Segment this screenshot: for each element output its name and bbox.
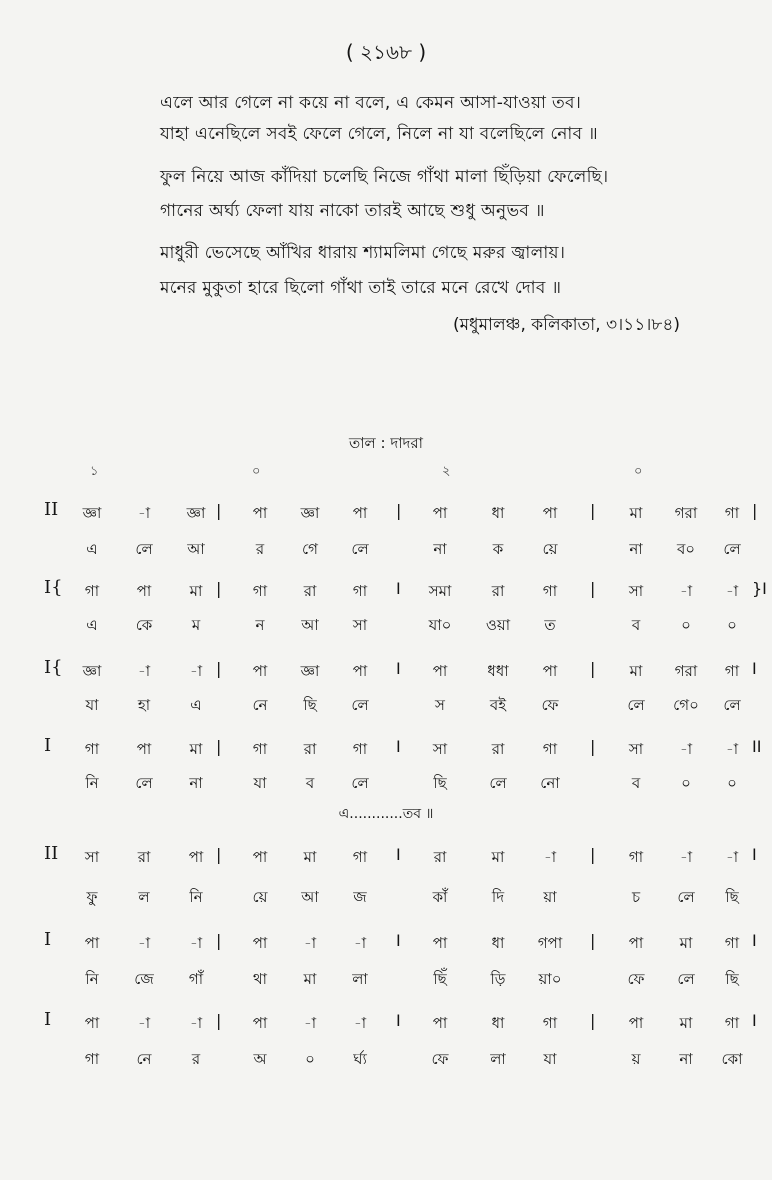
swara-note: গা [724, 1014, 740, 1032]
lyric-syllable: ০ [681, 616, 691, 634]
swara-note: -া [137, 1014, 151, 1032]
swara-note: রা [491, 582, 505, 600]
swara-note: গা [724, 504, 740, 522]
lyric-syllable: লে [135, 774, 153, 792]
line-start-mark: I [44, 1009, 52, 1030]
swara-note: গা [542, 740, 558, 758]
beat-marker: ০ [634, 464, 643, 479]
swara-note: মা [303, 848, 317, 866]
swara-note: গা [352, 848, 368, 866]
taal-title: তাল : দাদরা [348, 434, 424, 452]
swara-note: গা [84, 582, 100, 600]
swara-note: পা [432, 1014, 448, 1032]
lyric-line: ফুল নিয়ে আজ কাঁদিয়া চলেছি নিজে গাঁথা মালা ছিঁড়িয়া ফেলেছি। [160, 167, 609, 187]
swara-note: জ্ঞা [186, 504, 206, 522]
bar-divider: I [752, 1011, 757, 1030]
swara-note: গা [724, 934, 740, 952]
lyric-syllable: ব০ [676, 540, 696, 558]
lyric-syllable: আ [301, 888, 319, 906]
lyric-syllable: ছি [725, 970, 739, 988]
bar-divider: | [216, 1011, 222, 1030]
swara-note: গা [542, 1014, 558, 1032]
swara-note: -া [189, 934, 203, 952]
swara-note: জ্ঞা [300, 662, 320, 680]
lyric-syllable: ০ [681, 774, 691, 792]
lyric-syllable: কো [721, 1050, 743, 1068]
bar-divider: I [752, 659, 757, 678]
lyric-syllable: র [255, 540, 265, 558]
swara-note: পা [432, 934, 448, 952]
lyric-syllable: ০ [305, 1050, 315, 1068]
bar-divider: I [396, 659, 401, 678]
lyric-syllable: জে [134, 970, 154, 988]
swara-note: -া [353, 934, 367, 952]
swara-note: গা [628, 848, 644, 866]
bar-divider: | [216, 931, 222, 950]
swara-note: জ্ঞা [300, 504, 320, 522]
bar-divider: | [216, 579, 222, 598]
swara-note: গা [352, 740, 368, 758]
lyric-syllable: যা [253, 774, 267, 792]
lyric-syllable: ওয়া [485, 616, 511, 634]
swara-note: পা [252, 504, 268, 522]
lyric-syllable: ত [544, 616, 556, 634]
page-number: ( ২১৬৮ ) [345, 40, 427, 64]
lyric-syllable: এ [86, 616, 98, 634]
lyric-syllable: নে [136, 1050, 152, 1068]
lyric-syllable: হা [137, 696, 151, 714]
swara-note: সা [628, 582, 644, 600]
swara-note: পা [542, 662, 558, 680]
swara-note: পা [252, 662, 268, 680]
swara-note: গরা [674, 662, 698, 680]
bar-divider: | [590, 931, 596, 950]
swara-note: -া [725, 582, 739, 600]
swara-note: -া [137, 504, 151, 522]
lyric-line: যাহা এনেছিলে সবই ফেলে গেলে, নিলে না যা বলেছিলে নোব ॥ [160, 124, 598, 144]
bar-divider: | [590, 737, 596, 756]
swara-note: -া [679, 740, 693, 758]
lyric-syllable: লে [627, 696, 645, 714]
swara-note: গরা [674, 504, 698, 522]
lyric-syllable: য় [631, 1050, 641, 1068]
swara-note: গা [252, 582, 268, 600]
swara-note: -া [137, 662, 151, 680]
swara-note: সমা [428, 582, 452, 600]
lyric-syllable: নো [540, 774, 560, 792]
line-start-mark: II [44, 843, 59, 864]
lyric-syllable: গে০ [673, 696, 699, 714]
lyric-syllable: লে [351, 540, 369, 558]
swara-note: রা [303, 582, 317, 600]
lyric-syllable: অ [253, 1050, 267, 1068]
bar-divider: | [590, 659, 596, 678]
lyric-syllable: লে [723, 696, 741, 714]
lyric-syllable: র্ঘ্য [353, 1050, 367, 1068]
lyric-syllable: কে [135, 616, 153, 634]
lyric-syllable: ফে [431, 1050, 449, 1068]
lyric-syllable: ম [191, 616, 201, 634]
swara-note: পা [252, 934, 268, 952]
swara-note: পা [136, 582, 152, 600]
lyric-syllable: ক [492, 540, 504, 558]
swara-note: পা [352, 662, 368, 680]
swara-note: পা [542, 504, 558, 522]
swara-note: মা [189, 582, 203, 600]
lyric-syllable: থা [252, 970, 268, 988]
swara-note: জ্ঞা [82, 662, 102, 680]
line-start-mark: II [44, 499, 59, 520]
bar-divider: I [396, 931, 401, 950]
lyric-syllable: না [629, 540, 643, 558]
bar-divider: II [752, 737, 762, 756]
swara-note: গা [724, 662, 740, 680]
lyric-syllable: য়া [543, 888, 557, 906]
lyric-syllable: নি [85, 774, 99, 792]
bar-divider: | [396, 501, 402, 520]
lyric-syllable: ফু [86, 888, 98, 906]
swara-note: -া [303, 934, 317, 952]
lyric-syllable: ফে [541, 696, 559, 714]
swara-note: রা [491, 740, 505, 758]
swara-note: -া [679, 848, 693, 866]
bar-divider: | [590, 1011, 596, 1030]
lyric-syllable: গাঁ [188, 970, 204, 988]
lyric-syllable: য়ে [542, 540, 558, 558]
beat-marker: ১ [90, 464, 99, 479]
lyric-syllable: লে [677, 888, 695, 906]
bar-divider: | [216, 845, 222, 864]
lyric-line: মনের মুকুতা হারে ছিলো গাঁথা তাই তারে মনে রেখে দোব ॥ [160, 278, 562, 298]
line-start-mark: I{ [44, 657, 63, 678]
swara-note: -া [189, 1014, 203, 1032]
bar-divider: I [396, 737, 401, 756]
line-start-mark: I [44, 735, 52, 756]
lyric-syllable: দি [491, 888, 505, 906]
swara-note: পা [432, 662, 448, 680]
lyric-syllable: জ [353, 888, 367, 906]
lyric-syllable: লে [489, 774, 507, 792]
bar-divider: | [216, 737, 222, 756]
lyric-syllable: বই [489, 696, 507, 714]
lyric-syllable: ড়ি [490, 970, 506, 988]
lyric-syllable: লা [490, 1050, 506, 1068]
lyric-syllable: র [191, 1050, 201, 1068]
swara-note: -া [137, 934, 151, 952]
swara-note: গা [352, 582, 368, 600]
swara-note: গা [252, 740, 268, 758]
bar-divider: I [396, 845, 401, 864]
lyric-syllable: ব [305, 774, 315, 792]
bar-divider: I [752, 931, 757, 950]
bar-divider: | [216, 659, 222, 678]
lyric-syllable: য়া০ [538, 970, 562, 988]
lyric-syllable: ছিঁ [433, 970, 447, 988]
swara-note: গা [542, 582, 558, 600]
bar-divider: | [590, 501, 596, 520]
lyric-syllable: ছি [725, 888, 739, 906]
swara-note: ধধা [487, 662, 509, 680]
lyric-syllable: নি [189, 888, 203, 906]
swara-note: -া [725, 740, 739, 758]
lyric-syllable: এ [190, 696, 202, 714]
lyric-line: এলে আর গেলে না কয়ে না বলে, এ কেমন আসা-যাওয়া তব। [160, 93, 582, 113]
lyric-syllable: কাঁ [432, 888, 448, 906]
swara-note: -া [725, 848, 739, 866]
lyric-line: মাধুরী ভেসেছে আঁখির ধারায় শ্যামলিমা গেছে মরুর জ্বালায়। [160, 243, 566, 263]
lyric-syllable: ব [631, 774, 641, 792]
attribution: (মধুমালঞ্চ, কলিকাতা, ৩।১১।৮৪) [452, 315, 680, 335]
swara-note: ধা [491, 1014, 505, 1032]
lyric-syllable: নে [252, 696, 268, 714]
lyric-syllable: ফে [627, 970, 645, 988]
swara-note: জ্ঞা [82, 504, 102, 522]
bar-divider: | [752, 501, 758, 520]
swara-note: মা [189, 740, 203, 758]
bar-divider: I [752, 845, 757, 864]
lyric-syllable: আ [187, 540, 205, 558]
swara-note: পা [252, 848, 268, 866]
lyric-syllable: আ [301, 616, 319, 634]
lyric-syllable: লে [135, 540, 153, 558]
bar-divider: | [590, 579, 596, 598]
lyric-syllable: ০ [727, 774, 737, 792]
lyric-syllable: যা [85, 696, 99, 714]
swara-note: ধা [491, 504, 505, 522]
swara-note: -া [679, 582, 693, 600]
lyric-syllable: লে [351, 774, 369, 792]
swara-note: পা [252, 1014, 268, 1032]
swara-note: পা [136, 740, 152, 758]
swara-note: পা [432, 504, 448, 522]
swara-note: ধা [491, 934, 505, 952]
lyric-syllable: মা [303, 970, 317, 988]
bar-divider: | [216, 501, 222, 520]
lyric-syllable: ছি [433, 774, 447, 792]
swara-note: সা [84, 848, 100, 866]
lyric-syllable: লে [723, 540, 741, 558]
swara-note: মা [679, 934, 693, 952]
line-start-mark: I [44, 929, 52, 950]
lyric-syllable: এ [86, 540, 98, 558]
lyric-syllable: লে [677, 970, 695, 988]
swara-note: মা [629, 504, 643, 522]
lyric-syllable: না [189, 774, 203, 792]
swara-note: মা [629, 662, 643, 680]
lyric-line: গানের অর্ঘ্য ফেলা যায় নাকো তারই আছে শুধু অনুভব ॥ [160, 201, 545, 221]
refrain-line: এ............তব ॥ [338, 806, 434, 822]
lyric-syllable: না [433, 540, 447, 558]
swara-note: -া [353, 1014, 367, 1032]
swara-note: পা [352, 504, 368, 522]
lyric-syllable: যা০ [428, 616, 452, 634]
swara-note: -া [189, 662, 203, 680]
swara-note: গা [84, 740, 100, 758]
lyric-syllable: নি [85, 970, 99, 988]
lyric-syllable: লে [351, 696, 369, 714]
swara-note: মা [679, 1014, 693, 1032]
swara-note: সা [628, 740, 644, 758]
beat-marker: ০ [252, 464, 261, 479]
lyric-syllable: ল [138, 888, 150, 906]
swara-note: পা [628, 1014, 644, 1032]
swara-note: মা [491, 848, 505, 866]
lyric-syllable: য়ে [252, 888, 268, 906]
swara-note: পা [628, 934, 644, 952]
swara-note: গপা [537, 934, 563, 952]
swara-note: -া [303, 1014, 317, 1032]
lyric-syllable: ন [255, 616, 265, 634]
lyric-syllable: গা [84, 1050, 100, 1068]
lyric-syllable: ছি [303, 696, 317, 714]
lyric-syllable: লা [352, 970, 368, 988]
line-start-mark: I{ [44, 577, 63, 598]
bar-divider: I [396, 579, 401, 598]
bar-divider: }I [752, 579, 767, 598]
lyric-syllable: ব [631, 616, 641, 634]
swara-note: রা [433, 848, 447, 866]
swara-note: পা [84, 1014, 100, 1032]
lyric-syllable: স [435, 696, 445, 714]
lyric-syllable: ০ [727, 616, 737, 634]
swara-note: সা [432, 740, 448, 758]
lyric-syllable: সা [352, 616, 368, 634]
swara-note: রা [303, 740, 317, 758]
swara-note: পা [84, 934, 100, 952]
bar-divider: I [396, 1011, 401, 1030]
lyric-syllable: গে [302, 540, 318, 558]
swara-note: পা [188, 848, 204, 866]
lyric-syllable: যা [543, 1050, 557, 1068]
beat-marker: ২ [442, 464, 451, 479]
swara-note: -া [543, 848, 557, 866]
lyric-syllable: না [679, 1050, 693, 1068]
swara-note: রা [137, 848, 151, 866]
lyric-syllable: চ [631, 888, 641, 906]
bar-divider: | [590, 845, 596, 864]
